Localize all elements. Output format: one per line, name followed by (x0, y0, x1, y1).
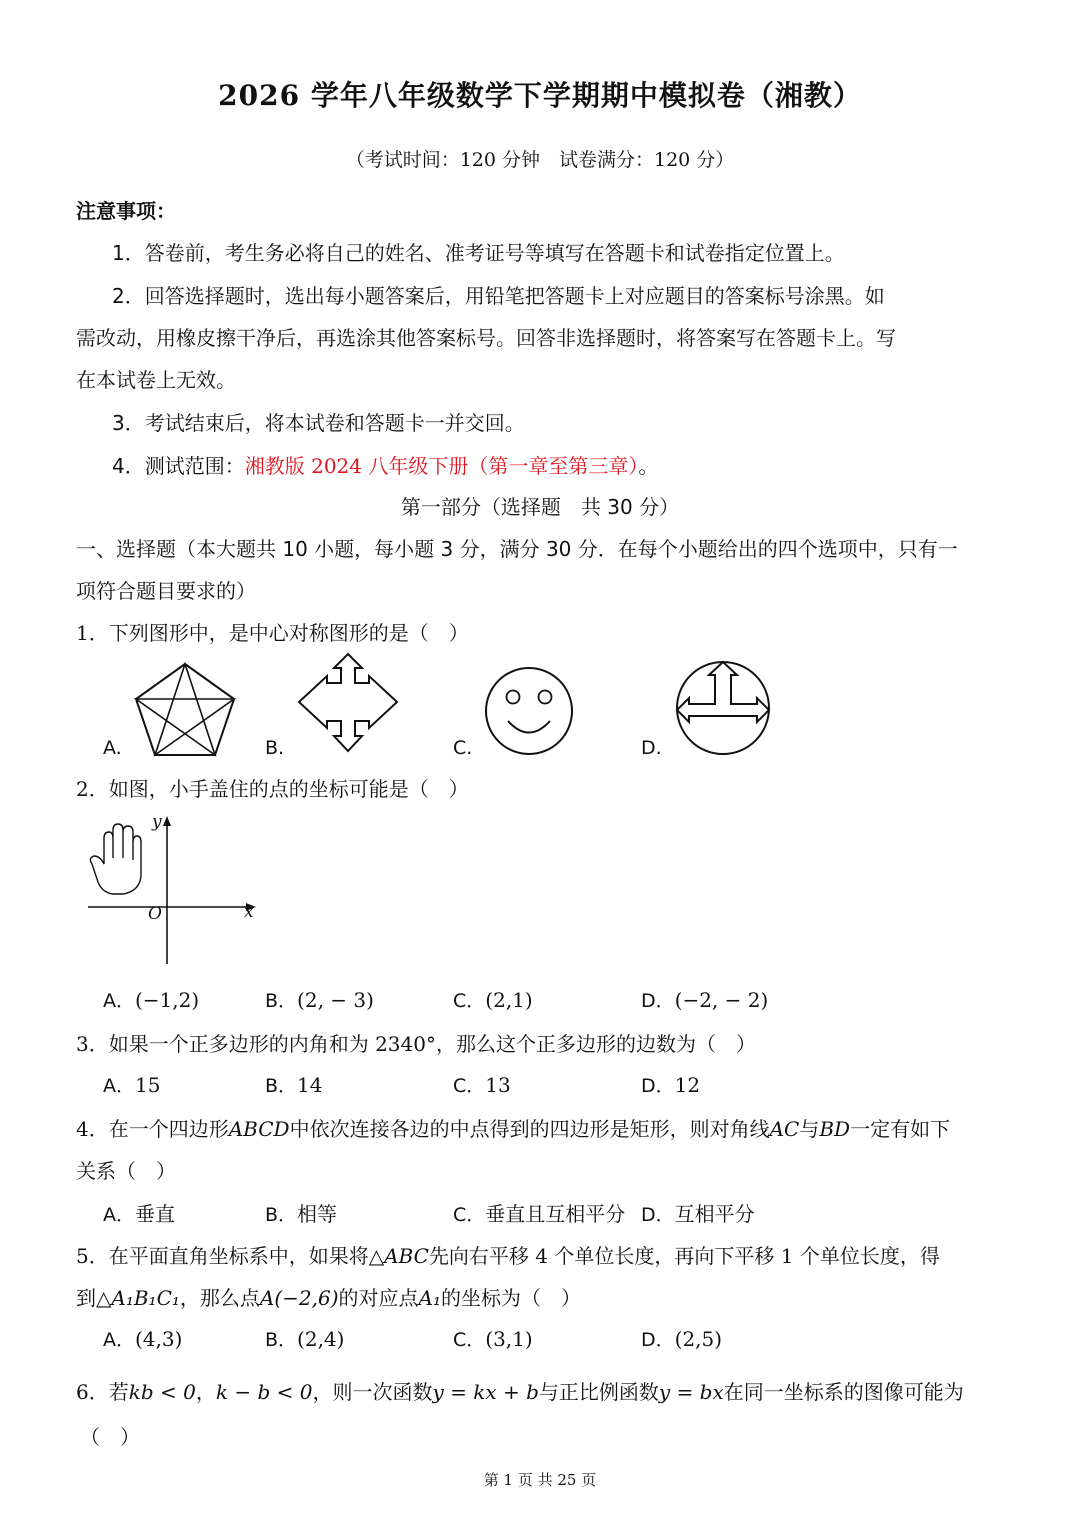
hand-icon (90, 824, 141, 894)
q4-text-d: 一定有如下 (850, 1117, 951, 1141)
x-axis-label: x (244, 902, 254, 922)
q5-text-f: 的坐标为（ ） (440, 1286, 581, 1310)
q2-option-a-value: (−1,2) (135, 988, 200, 1012)
q5-text-d: ，那么点 (179, 1286, 260, 1310)
q3-option-a (103, 1071, 160, 1098)
q2-option-b-label: B． (265, 990, 298, 1012)
four-arrow-cross-figure (296, 652, 400, 754)
q5-text-a: 5．在平面直角坐标系中，如果将△ (76, 1244, 385, 1268)
q3-option-c-value: 13 (485, 1073, 511, 1097)
q5-point-a: A(−2,6) (259, 1286, 339, 1310)
page-title: 2026 学年八年级数学下学期期中模拟卷（湘教） (218, 79, 862, 112)
notice-item-2-line-3: 在本试卷上无效。 (76, 368, 236, 392)
q3-option-d (641, 1071, 700, 1098)
q2-option-d-value: (−2, − 2) (674, 988, 769, 1012)
q6-proportional-function: y = bx (658, 1380, 724, 1404)
notice-item-4-suffix: 。 (638, 454, 659, 478)
q3-option-a-label: A． (103, 1075, 135, 1097)
pentagram-figure (130, 660, 240, 760)
notice-item-1: 1．答卷前，考生务必将自己的姓名、准考证号等填写在答题卡和试卷指定位置上。 (112, 241, 845, 265)
q1-option-b-label: B. (265, 737, 285, 759)
q3-option-c-label: C． (453, 1075, 486, 1097)
q5-option-c (453, 1325, 533, 1352)
q2-option-b-value: (2, − 3) (297, 988, 374, 1012)
question-6-stem-line-1 (76, 1376, 964, 1405)
q6-separator: ， (195, 1380, 216, 1404)
notice-heading: 注意事项： (76, 199, 176, 223)
smiley-face-figure (484, 666, 576, 758)
coordinate-plane-figure (80, 812, 270, 972)
q4-option-b (265, 1198, 337, 1227)
q5-option-d (641, 1325, 722, 1352)
q6-linear-function: y = kx + b (432, 1380, 539, 1404)
q6-text-d: 在同一坐标系的图像可能为 (723, 1380, 964, 1404)
q4-option-d-value: 互相平分 (674, 1202, 755, 1226)
q3-option-a-value: 15 (135, 1073, 161, 1097)
q4-diagonal-bd: BD (819, 1117, 851, 1141)
q3-option-c (453, 1071, 511, 1098)
q4-option-b-label: B． (265, 1204, 298, 1226)
q6-text-a: 6．若 (76, 1380, 129, 1404)
notice-item-4-prefix: 4．测试范围： (112, 454, 245, 478)
origin-label: O (148, 904, 162, 924)
q5-option-a-value: (4,3) (135, 1327, 183, 1351)
q5-option-d-value: (2,5) (674, 1327, 723, 1351)
q4-text-a: 4．在一个四边形 (76, 1117, 229, 1141)
q2-option-b (265, 986, 374, 1013)
q4-option-d-label: D． (641, 1204, 675, 1226)
question-4-stem-line-2: 关系（ ） (76, 1159, 176, 1183)
exam-info: （考试时间：120 分钟 试卷满分：120 分） (345, 149, 735, 171)
q3-option-b-value: 14 (297, 1073, 323, 1097)
q4-quadrilateral: ABCD (228, 1117, 290, 1141)
q5-text-b: 先向右平移 4 个单位长度，再向下平移 1 个单位长度，得 (428, 1244, 940, 1268)
q1-option-c-label: C. (453, 737, 473, 759)
q3-option-d-label: D． (641, 1075, 675, 1097)
q5-option-b (265, 1325, 344, 1352)
q5-text-e: 的对应点 (338, 1286, 419, 1310)
q4-diagonal-ac: AC (769, 1117, 800, 1141)
circle-arrows-figure (674, 659, 772, 757)
section-heading-line-1: 一、选择题（本大题共 10 小题，每小题 3 分，满分 30 分．在每个小题给出的四个选项中，只有一 (76, 537, 958, 561)
q2-option-c-label: C． (453, 990, 486, 1012)
q2-option-a (103, 986, 199, 1013)
question-1-stem: 1．下列图形中，是中心对称图形的是（ ） (76, 621, 469, 645)
q5-option-b-value: (2,4) (297, 1327, 345, 1351)
q3-option-d-value: 12 (674, 1073, 701, 1097)
q1-option-d-label: D. (641, 737, 662, 759)
q4-option-d (641, 1198, 755, 1227)
q5-triangle-abc: ABC (384, 1244, 429, 1268)
notice-item-3: 3．考试结束后，将本试卷和答题卡一并交回。 (112, 411, 525, 435)
q6-text-b: ，则一次函数 (312, 1380, 433, 1404)
question-3-stem: 3．如果一个正多边形的内角和为 2340°，那么这个正多边形的边数为（ ） (76, 1032, 756, 1056)
y-axis-label: y (152, 812, 162, 832)
q4-option-b-value: 相等 (297, 1202, 338, 1226)
question-5-stem-line-1 (76, 1240, 940, 1269)
notice-item-2-line-1: 2．回答选择题时，选出每小题答案后，用铅笔把答题卡上对应题目的答案标号涂黑。如 (112, 284, 885, 308)
notice-item-4 (112, 450, 658, 479)
q4-option-c-value: 垂直且互相平分 (485, 1202, 626, 1226)
q2-option-c (453, 986, 533, 1013)
q3-option-b-label: B． (265, 1075, 298, 1097)
q2-option-c-value: (2,1) (485, 988, 533, 1012)
q1-option-a-label: A. (103, 737, 122, 759)
q6-condition-1: kb < 0 (128, 1380, 196, 1404)
q6-text-c: 与正比例函数 (538, 1380, 659, 1404)
q5-option-c-label: C． (453, 1329, 486, 1351)
q3-option-b (265, 1071, 323, 1098)
test-range: 湘教版 2024 八年级下册（第一章至第三章） (244, 454, 639, 478)
q5-text-c: 到△ (76, 1286, 112, 1310)
q4-text-b: 中依次连接各边的中点得到的四边形是矩形，则对角线 (289, 1117, 770, 1141)
q5-option-b-label: B． (265, 1329, 298, 1351)
question-5-stem-line-2 (76, 1282, 581, 1311)
section-heading-line-2: 项符合题目要求的） (76, 579, 256, 603)
q2-option-d-label: D． (641, 990, 675, 1012)
q4-text-c: 与 (799, 1117, 820, 1141)
q5-point-a1: A₁ (418, 1286, 441, 1310)
q5-option-a-label: A． (103, 1329, 135, 1351)
q2-option-a-label: A． (103, 990, 135, 1012)
q2-option-d (641, 986, 768, 1013)
page-number: 第 1 页 共 25 页 (483, 1471, 597, 1489)
part-heading: 第一部分（选择题 共 30 分） (400, 495, 680, 519)
question-4-stem-line-1 (76, 1113, 950, 1142)
q4-option-a (103, 1198, 175, 1227)
q4-option-a-value: 垂直 (135, 1202, 175, 1226)
q6-condition-2: k − b < 0 (215, 1380, 313, 1404)
notice-item-2-line-2: 需改动，用橡皮擦干净后，再选涂其他答案标号。回答非选择题时，将答案写在答题卡上。写 (76, 326, 896, 350)
q4-option-a-label: A． (103, 1204, 135, 1226)
q5-option-c-value: (3,1) (485, 1327, 533, 1351)
q5-option-d-label: D． (641, 1329, 675, 1351)
question-6-stem-line-2: （ ） (80, 1425, 140, 1449)
q4-option-c (453, 1198, 625, 1227)
q4-option-c-label: C． (453, 1204, 486, 1226)
q5-triangle-a1b1c1: A₁B₁C₁ (111, 1286, 180, 1310)
q5-option-a (103, 1325, 182, 1352)
question-2-stem: 2．如图，小手盖住的点的坐标可能是（ ） (76, 777, 469, 801)
